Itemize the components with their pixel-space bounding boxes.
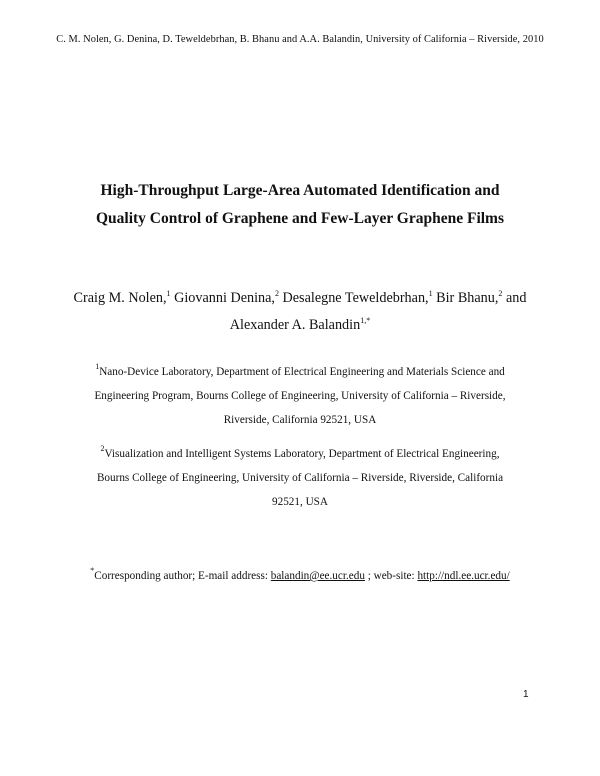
paper-title bbox=[40, 177, 560, 233]
author-affiliation-mark: 2 bbox=[498, 289, 503, 298]
affiliation-text: Visualization and Intelligent Systems Laboratory, Department of Electrical Engineering, bbox=[104, 448, 500, 460]
affiliation-line: Bourns College of Engineering, University of California – Riverside, Riverside, California bbox=[96, 472, 504, 484]
affiliation-line: Riverside, California 92521, USA bbox=[223, 414, 377, 426]
author-name: Desalegne Teweldebrhan, bbox=[282, 290, 429, 306]
author-conjunction: and bbox=[505, 290, 527, 306]
affiliation-mark: 2 bbox=[100, 444, 105, 453]
title-line-1: High-Throughput Large-Area Automated Identification and bbox=[100, 182, 500, 199]
corresponding-mark: * bbox=[90, 566, 95, 575]
author-line-2 bbox=[40, 312, 560, 339]
affiliation-mark: 1 bbox=[95, 362, 100, 371]
website-label: ; web-site: bbox=[367, 570, 415, 582]
author-line-1 bbox=[40, 285, 560, 312]
corresponding-author-note bbox=[40, 566, 560, 586]
affiliation-line bbox=[60, 360, 540, 384]
affiliation-2 bbox=[60, 442, 540, 514]
author-name: Alexander A. Balandin bbox=[229, 317, 361, 333]
author-name: Craig M. Nolen, bbox=[73, 290, 167, 306]
author-name: Giovanni Denina, bbox=[174, 290, 275, 306]
author-name: Bir Bhanu, bbox=[436, 290, 499, 306]
affiliation-text: Nano-Device Laboratory, Department of Electrical Engineering and Materials Science and bbox=[99, 366, 505, 378]
running-header: C. M. Nolen, G. Denina, D. Teweldebrhan, B. Bhanu and A.A. Balandin, University of California – Riverside, 2010 bbox=[56, 34, 544, 45]
email-link[interactable]: balandin@ee.ucr.edu bbox=[270, 570, 365, 582]
author-list bbox=[40, 285, 560, 339]
affiliation-line: Engineering Program, Bourns College of Engineering, University of California – Riverside, bbox=[94, 390, 506, 402]
title-line-2: Quality Control of Graphene and Few-Layer Graphene Films bbox=[95, 210, 505, 227]
affiliation-1 bbox=[60, 360, 540, 432]
affiliation-line: 92521, USA bbox=[272, 496, 328, 508]
author-affiliation-mark: 1 bbox=[166, 289, 171, 298]
author-affiliation-mark: 1,* bbox=[360, 316, 371, 325]
website-link[interactable]: http://ndl.ee.ucr.edu/ bbox=[417, 570, 510, 582]
author-affiliation-mark: 1 bbox=[428, 289, 433, 298]
author-affiliation-mark: 2 bbox=[274, 289, 279, 298]
affiliation-line bbox=[60, 442, 540, 466]
page-number: 1 bbox=[523, 689, 529, 700]
corresponding-label: Corresponding author; E-mail address: bbox=[94, 570, 268, 582]
